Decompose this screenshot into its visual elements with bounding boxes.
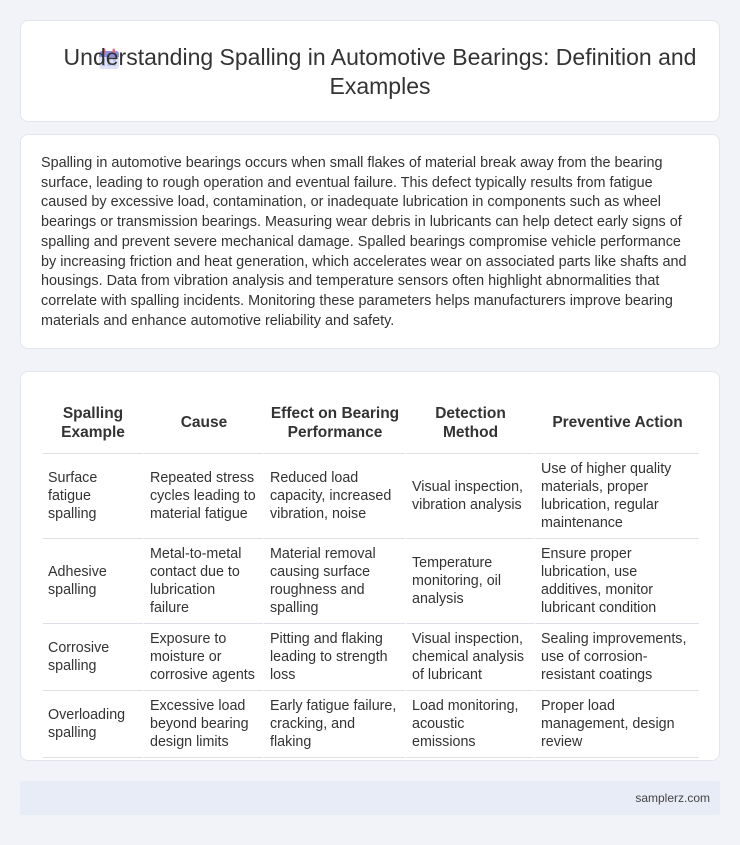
column-header: Spalling Example (43, 392, 143, 454)
table-cell: Visual inspection, vibration analysis (405, 454, 534, 539)
table-cell: Metal-to-metal contact due to lubrication failure (143, 539, 263, 624)
table-cell: Repeated stress cycles leading to material fatigue (143, 454, 263, 539)
table-cell: Exposure to moisture or corrosive agents (143, 624, 263, 691)
table-cell: Adhesive spalling (43, 539, 143, 624)
column-header: Effect on Bearing Performance (263, 392, 405, 454)
footer-source[interactable]: samplerz.com (635, 791, 710, 805)
table-cell: Sealing improvements, use of corrosion-resistant coatings (534, 624, 699, 691)
table-row (43, 624, 699, 691)
footer-bar (20, 781, 720, 815)
intro-paragraph: Spalling in automotive bearings occurs when small flakes of material break away from the bearing surface, leading to rough operation and eventual failure. This defect typically results from fatigue caused by excessive load, contamination, or inadequate lubrication in components such as wheel bearings or transmission bearings. Measuring wear debris in lubricants can help detect early signs of spalling and prevent severe mechanical damage. Spalled bearings compromise vehicle performance by increasing friction and heat generation, which accelerates wear on associated parts like shafts and housings. Data from vibration analysis and temperature sensors often highlight abnormalities that correlate with spalling incidents. Monitoring these parameters helps manufacturers improve bearing materials and enhance automotive reliability and safety. (41, 155, 687, 329)
table-cell: Reduced load capacity, increased vibration, noise (263, 454, 405, 539)
table-cell: Early fatigue failure, cracking, and flaking (263, 691, 405, 758)
table-cell: Corrosive spalling (43, 624, 143, 691)
table-cell: Use of higher quality materials, proper lubrication, regular maintenance (534, 454, 699, 539)
page-title: Understanding Spalling in Automotive Bearings: Definition and Examples (63, 44, 697, 99)
table-cell: Proper load management, design review (534, 691, 699, 758)
table-cell: Load monitoring, acoustic emissions (405, 691, 534, 758)
table-cell: Material removal causing surface roughness and spalling (263, 539, 405, 624)
title-card (20, 20, 720, 122)
table-row (43, 539, 699, 624)
column-header: Preventive Action (534, 392, 699, 454)
column-header: Detection Method (405, 392, 534, 454)
table-header-row (43, 392, 699, 454)
table-cell: Temperature monitoring, oil analysis (405, 539, 534, 624)
table-row (43, 454, 699, 539)
table-cell: Ensure proper lubrication, use additives, monitor lubricant condition (534, 539, 699, 624)
intro-card (20, 134, 720, 349)
table-cell: Visual inspection, chemical analysis of lubricant (405, 624, 534, 691)
table-cell: Excessive load beyond bearing design limits (143, 691, 263, 758)
table-card (20, 371, 720, 761)
table-cell: Overloading spalling (43, 691, 143, 758)
table-cell: Pitting and flaking leading to strength loss (263, 624, 405, 691)
spalling-table (43, 392, 699, 758)
table-row (43, 691, 699, 758)
table-cell: Surface fatigue spalling (43, 454, 143, 539)
column-header: Cause (143, 392, 263, 454)
